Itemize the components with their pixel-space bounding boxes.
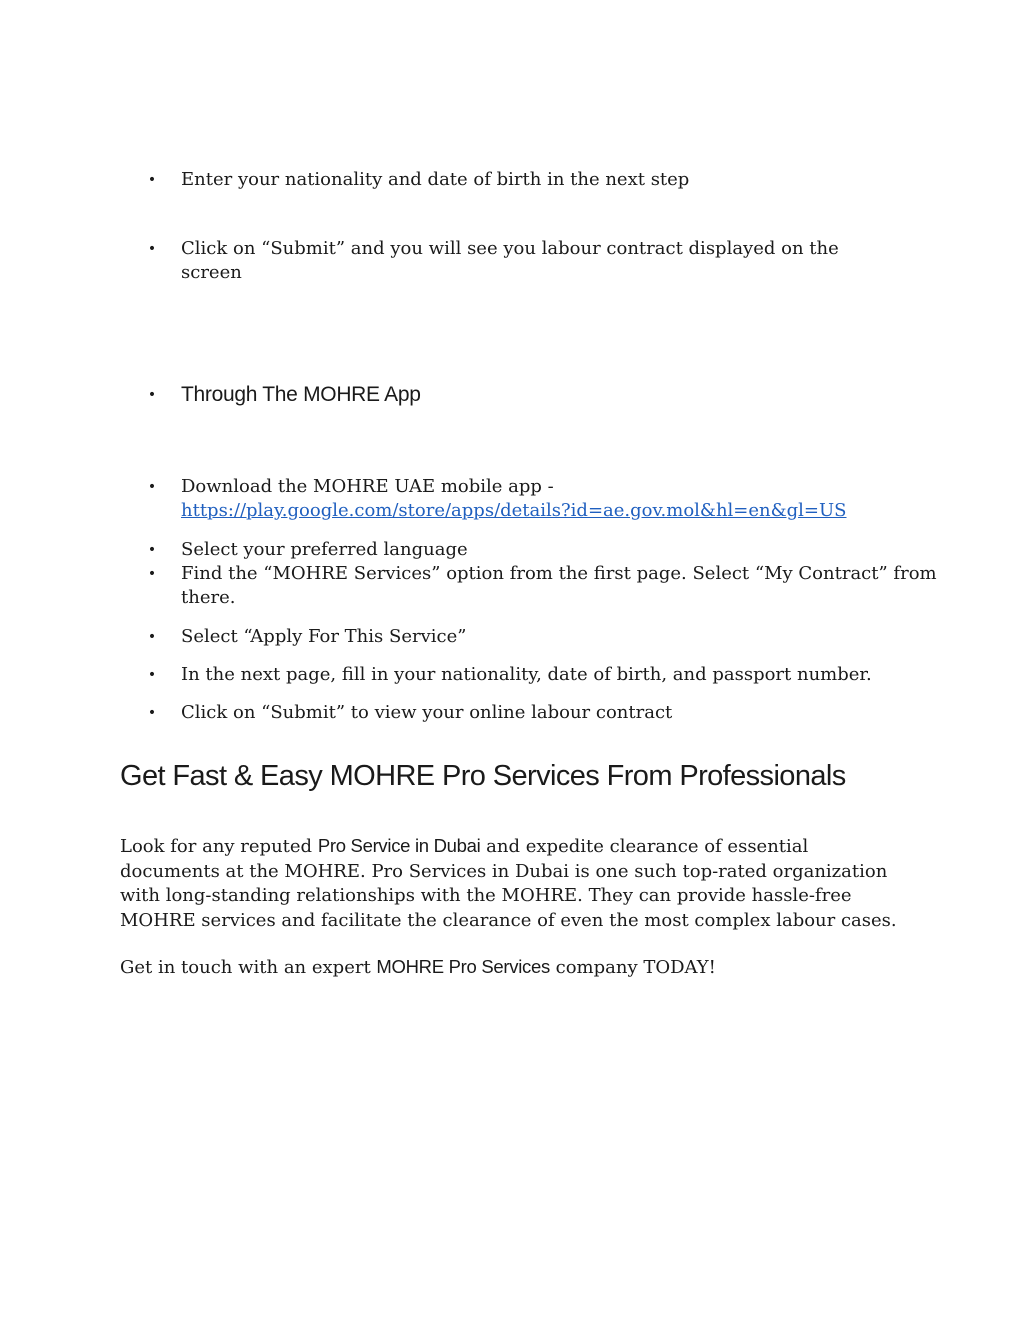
step-text: Click on “Submit” and you will see you labour contract displayed on the screen	[181, 238, 839, 283]
body-paragraph	[120, 955, 910, 981]
bullet-icon: •	[147, 387, 157, 403]
bullet-icon: •	[147, 667, 157, 683]
bullet-icon: •	[147, 542, 157, 558]
bullet-icon: •	[147, 172, 157, 188]
list-item	[145, 475, 905, 525]
paragraph-text: Get in touch with an expert	[120, 957, 377, 978]
paragraph-text: and expedite clearance of essential documents at the MOHRE. Pro Services in Dubai is one such top-rated organization with long-standing relationships with the MOHRE. They can provide hassle-free MOHRE services and facilitate the clearance of even the most complex labour cases.	[120, 836, 897, 931]
bullet-icon: •	[147, 629, 157, 645]
bullet-icon: •	[147, 241, 157, 257]
play-store-link[interactable]: https://play.google.com/store/apps/details?id=ae.gov.mol&hl=en&gl=US	[181, 500, 847, 521]
step-text-line: Find the “MOHRE Services” option from the first page. Select “My Contract” from	[181, 563, 937, 584]
pro-service-dubai-link[interactable]: Pro Service in Dubai	[317, 835, 481, 856]
step-text: Select your preferred language	[181, 539, 468, 560]
bullet-icon: •	[147, 705, 157, 721]
paragraph-text: Look for any reputed	[120, 836, 318, 857]
section-title: Get Fast & Easy MOHRE Pro Services From Professionals	[120, 760, 846, 792]
step-text: Enter your nationality and date of birth in the next step	[181, 169, 690, 190]
bullet-icon: •	[147, 479, 157, 495]
step-text	[181, 475, 901, 523]
step-text: Select “Apply For This Service”	[181, 626, 467, 647]
body-paragraph	[120, 834, 910, 933]
app-section-heading: Through The MOHRE App	[181, 383, 421, 406]
step-text: In the next page, fill in your nationality, date of birth, and passport number.	[181, 664, 872, 685]
list-item	[145, 562, 937, 612]
bullet-icon: •	[147, 566, 157, 582]
paragraph-text: company TODAY!	[549, 957, 716, 978]
step-text	[181, 562, 937, 610]
step-text-line: there.	[181, 587, 236, 608]
mohre-pro-services-link[interactable]: MOHRE Pro Services	[376, 956, 550, 977]
download-text: Download the MOHRE UAE mobile app -	[181, 476, 554, 497]
step-text: Click on “Submit” to view your online labour contract	[181, 702, 673, 723]
